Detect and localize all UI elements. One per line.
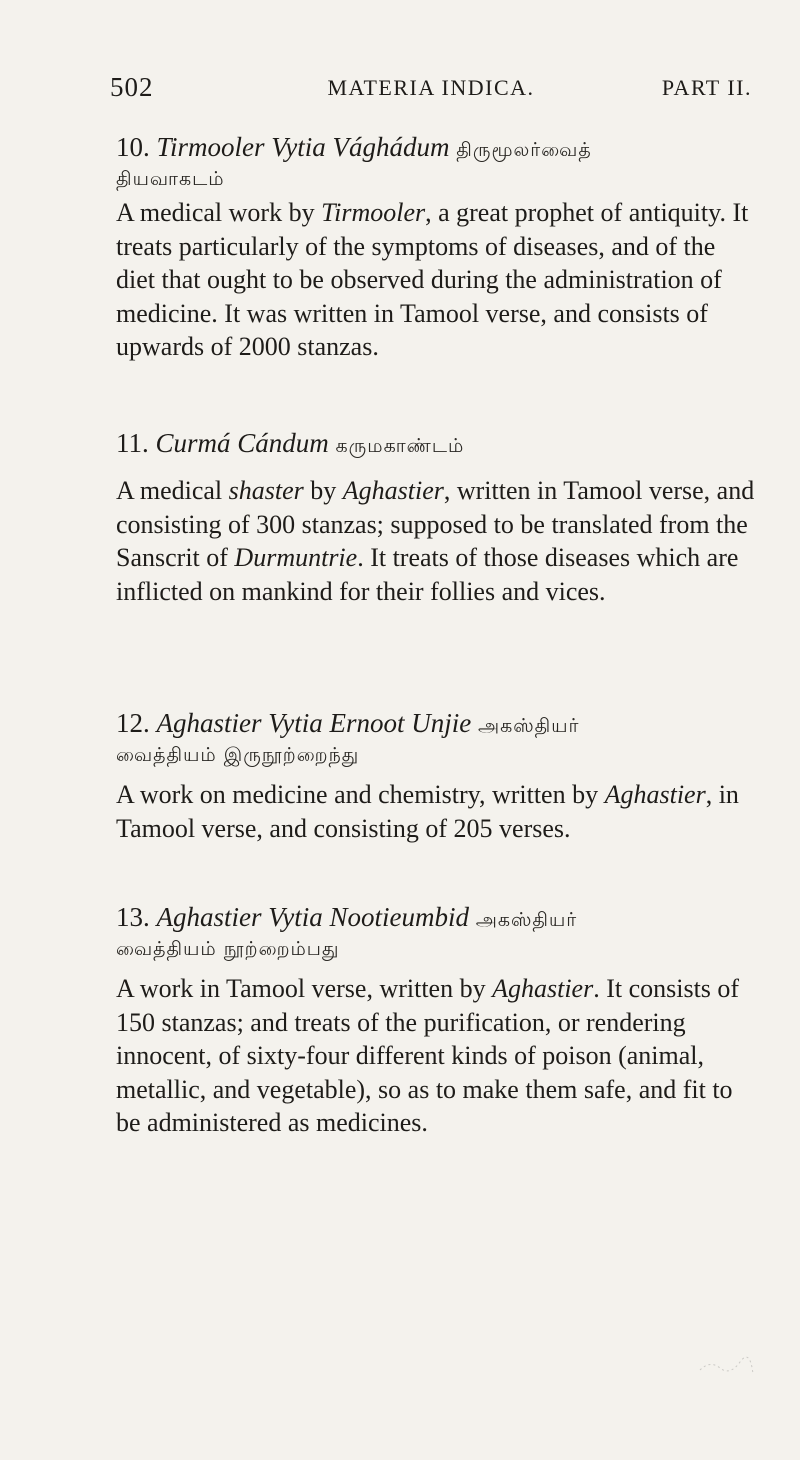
entry-10-heading: [116, 130, 592, 167]
tamil-title: அகஸ்தியர்: [477, 715, 580, 737]
tamil-title: கருமகாண்டம்: [335, 435, 465, 457]
entry-12-description: A work on medicine and chemistry, written by Aghastier, in Tamool verse, and consisting of 205 verses.: [116, 780, 739, 843]
entry-11-heading: [116, 426, 464, 463]
author-name: Aghastier: [342, 476, 444, 505]
entry-number: 11.: [116, 428, 149, 458]
tamil-title: அகஸ்தியர்: [475, 909, 578, 931]
page-number: 502: [110, 72, 154, 102]
part-label: PART II.: [661, 75, 752, 100]
author-name: Tirmooler: [321, 198, 426, 227]
entry-title: Aghastier Vytia Nootieumbid: [156, 902, 469, 932]
entry-13-description: A work in Tamool verse, written by Aghastier. It consists of 150 stanzas; and treats of the purification, or rendering innocent, of sixty-four different kinds of poison (animal, metallic, and vegetable), so as to make them safe, and fit to be administered as medicines.: [116, 974, 740, 1137]
entry-13-heading: [116, 900, 577, 937]
tamil-title: திருமூலர்வைத்: [456, 139, 592, 161]
entry-title: Tirmooler Vytia Vághádum: [156, 132, 450, 162]
ink-smudge-mark: [695, 1350, 755, 1380]
source-name: Durmuntrie: [234, 543, 358, 572]
author-name: Aghastier: [492, 974, 594, 1003]
entry-title: Curmá Cándum: [155, 428, 329, 458]
author-name: Aghastier: [604, 780, 706, 809]
running-header: [110, 72, 752, 106]
tamil-title-continued: தியவாகடம்: [116, 168, 225, 190]
entry-number: 13.: [116, 902, 150, 932]
entry-number: 12.: [116, 708, 150, 738]
running-title: MATERIA INDICA.: [327, 75, 535, 100]
shaster-term: shaster: [228, 476, 304, 505]
entry-number: 10.: [116, 132, 150, 162]
tamil-title-continued: வைத்தியம் நூற்றைம்பது: [116, 938, 340, 960]
entry-10-description: A medical work by Tirmooler, a great prophet of antiquity. It treats particularly of the symptoms of diseases, and of the diet that ought to be observed during the administration of medicine. It was written in Tamool verse, and consists of upwards of 2000 stanzas.: [116, 198, 749, 361]
entry-12-heading: [116, 706, 579, 743]
entry-11-description: A medical shaster by Aghastier, written in Tamool verse, and consisting of 300 stanzas; supposed to be translated from the Sanscrit of Durmuntrie. It treats of those diseases which are inflicted on mankind for their follies and vices.: [116, 476, 755, 606]
entry-title: Aghastier Vytia Ernoot Unjie: [156, 708, 472, 738]
tamil-title-continued: வைத்தியம் இருநூற்றைந்து: [116, 744, 360, 766]
